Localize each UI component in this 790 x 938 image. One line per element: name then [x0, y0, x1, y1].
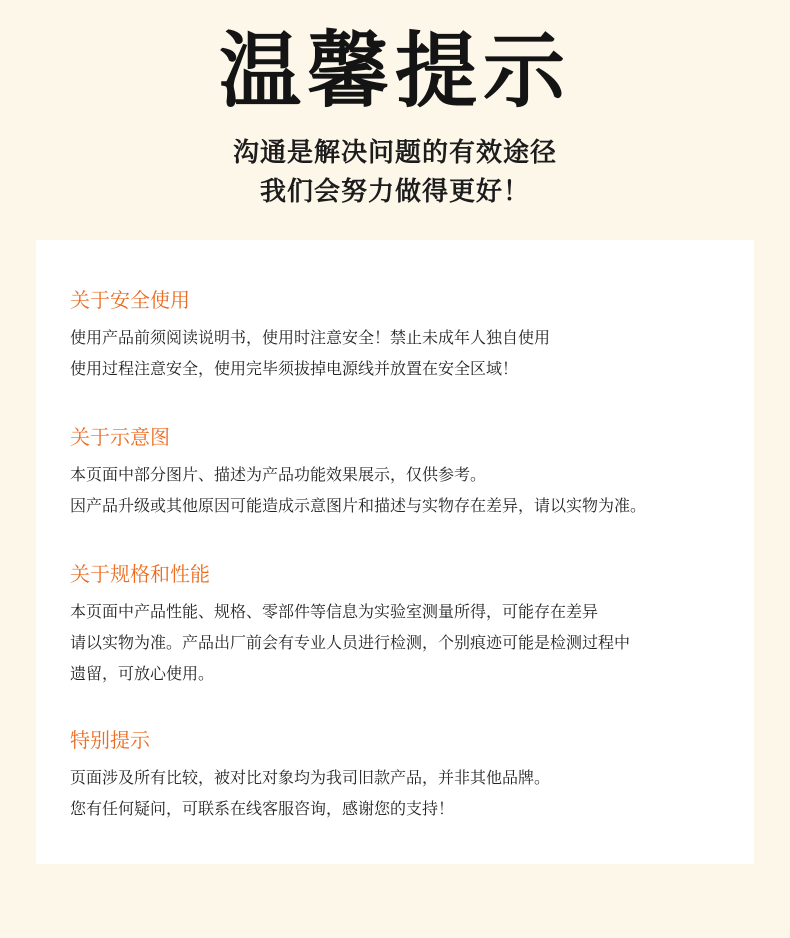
notice-card [36, 240, 754, 864]
section-specs [70, 560, 740, 695]
page-title: 温馨提示 [218, 24, 571, 119]
section-line: 本页面中产品性能、规格、零部件等信息为实验室测量所得，可能存在差异 [70, 602, 599, 621]
section-heading: 关于规格和性能 [70, 562, 210, 586]
subtitle-line-2: 我们会努力做得更好！ [259, 177, 530, 207]
section-special-notice [70, 726, 740, 830]
section-safety [70, 286, 740, 390]
section-heading: 特别提示 [70, 728, 150, 752]
section-line: 请以实物为准。产品出厂前会有专业人员进行检测，个别痕迹可能是检测过程中 [70, 633, 631, 652]
section-line: 使用过程注意安全，使用完毕须拔掉电源线并放置在安全区域！ [70, 359, 519, 378]
section-line: 您有任何疑问，可联系在线客服咨询，感谢您的支持！ [70, 799, 455, 818]
section-line: 遗留，可放心使用。 [70, 664, 215, 683]
section-illustrations [70, 423, 740, 527]
section-line: 使用产品前须阅读说明书，使用时注意安全！禁止未成年人独自使用 [70, 328, 551, 347]
section-line: 本页面中部分图片、描述为产品功能效果展示，仅供参考。 [70, 465, 487, 484]
section-heading: 关于安全使用 [70, 288, 190, 312]
section-line: 页面涉及所有比较，被对比对象均为我司旧款产品，并非其他品牌。 [70, 768, 551, 787]
subtitle-line-1: 沟通是解决问题的有效途径 [232, 138, 557, 168]
section-heading: 关于示意图 [70, 425, 170, 449]
section-line: 因产品升级或其他原因可能造成示意图片和描述与实物存在差异，请以实物为准。 [70, 496, 647, 515]
